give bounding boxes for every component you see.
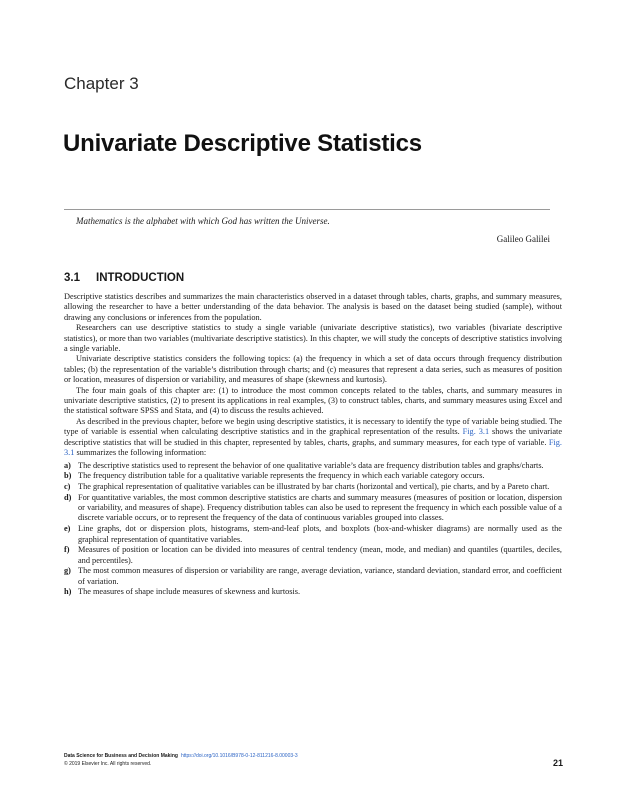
body-text bbox=[64, 292, 562, 598]
epigraph-author: Galileo Galilei bbox=[496, 234, 550, 244]
section-title: INTRODUCTION bbox=[96, 272, 185, 284]
section-number: 3.1 bbox=[64, 272, 80, 284]
chapter-label: Chapter 3 bbox=[64, 74, 139, 93]
list-marker: c) bbox=[64, 481, 71, 491]
footer-book-title: Data Science for Business and Decision Making bbox=[64, 753, 178, 759]
list-marker: f) bbox=[64, 545, 70, 555]
list-marker: d) bbox=[64, 492, 72, 502]
chapter-title: Univariate Descriptive Statistics bbox=[63, 130, 422, 157]
list-item bbox=[64, 471, 562, 481]
list-marker: e) bbox=[64, 524, 71, 534]
figure-reference-link[interactable]: Fig. 3.1 bbox=[64, 437, 562, 458]
paragraph-5-part-1: As described in the previous chapter, before we begin using descriptive statistics, it is necessary to identify the type of variable being studied. The type of variable is essential when calculating descriptive statistics and in the graphical representation of the results. bbox=[64, 416, 562, 437]
list-item-text: The descriptive statistics used to represent the behavior of one qualitative variable’s data are frequency distribution tables and graphs/charts. bbox=[78, 460, 544, 470]
list-marker: g) bbox=[64, 566, 71, 576]
list-item bbox=[64, 545, 562, 566]
paragraph-4: The four main goals of this chapter are: (1) to introduce the most common concepts related to the tables, charts, and summary measures in univariate descriptive statistics, (2) to present its applications in real examples, (3) to construct tables, charts, and summary measures using Excel and the statistical software SPSS and Stata, and (4) to discuss the results achieved. bbox=[64, 385, 562, 416]
list-item-text: The measures of shape include measures of skewness and kurtosis. bbox=[78, 587, 301, 597]
list-item-text: Line graphs, dot or dispersion plots, histograms, stem-and-leaf plots, and boxplots (box-and-whisker diagrams) are normally used as the graphical representation of quantitative variables. bbox=[78, 524, 562, 544]
list-marker: h) bbox=[64, 587, 72, 597]
footer-copyright: © 2019 Elsevier Inc. All rights reserved. bbox=[64, 761, 152, 767]
list-marker: b) bbox=[64, 471, 72, 481]
list-item bbox=[64, 493, 562, 524]
figure-reference-link[interactable]: Fig. 3.1 bbox=[462, 427, 490, 437]
page-number: 21 bbox=[552, 758, 563, 768]
epigraph-quote: Mathematics is the alphabet with which God has written the Universe. bbox=[76, 216, 330, 226]
list-item-text: Measures of position or location can be divided into measures of central tendency (mean, mode, and median) and quantiles (quartiles, deciles, and percentiles). bbox=[78, 545, 562, 565]
list-item-text: The frequency distribution table for a qualitative variable represents the frequency in which each variable category occurs. bbox=[78, 471, 485, 481]
list-item bbox=[64, 587, 562, 597]
footer-doi-link[interactable]: https://doi.org/10.1016/B978-0-12-811216-8.00003-3 bbox=[180, 753, 298, 759]
summary-list bbox=[64, 461, 562, 598]
paragraph-1: Descriptive statistics describes and summarizes the main characteristics observed in a dataset through tables, charts, graphs, and summary measures, allowing the researcher to have a better understanding of the data behavior. The analysis is based on the dataset being studied (sample), without drawing any conclusions or inferences from the population. bbox=[64, 292, 562, 322]
list-marker: a) bbox=[64, 460, 71, 470]
list-item-text: The graphical representation of qualitative variables can be illustrated by bar charts (horizontal and vertical), pie charts, and by a Pareto chart. bbox=[78, 481, 550, 491]
paragraph-3: Univariate descriptive statistics considers the following topics: (a) the frequency in which a set of data occurs through frequency distribution tables; (b) the representation of the variable’s distribution through charts; and (c) measures that represent a data series, such as measures of position or location, measures of dispersion or variability, and measures of shape (skewness and kurtosis). bbox=[64, 354, 562, 385]
paragraph-5 bbox=[64, 417, 562, 459]
section-heading bbox=[64, 272, 184, 284]
list-item bbox=[64, 482, 562, 492]
list-item-text: The most common measures of dispersion or variability are range, average deviation, variance, standard deviation, standard error, and coefficient of variation. bbox=[78, 566, 562, 586]
list-item bbox=[64, 461, 562, 471]
epigraph-divider bbox=[64, 209, 550, 210]
list-item bbox=[64, 524, 562, 545]
paragraph-5-part-3: summarizes the following information: bbox=[74, 448, 207, 458]
footer-citation bbox=[64, 753, 298, 759]
list-item bbox=[64, 566, 562, 587]
paragraph-5-part-2: shows the univariate descriptive statistics that will be studied in this chapter, represented by tables, charts, graphs, and summary measures, for each type of variable. bbox=[64, 427, 562, 447]
list-item-text: For quantitative variables, the most common descriptive statistics are charts and summary measures (measures of position or location, dispersion or variability, and measures of shape). Frequency distribution tables can also be used to represent the frequency in which each possible value of a discrete variable occurs, or to represent the frequency of the data of continuous variables grouped into classes. bbox=[78, 492, 562, 523]
paragraph-2: Researchers can use descriptive statistics to study a single variable (univariate descriptive statistics), two variables (bivariate descriptive statistics), or more than two variables (multivariate descriptive statistics). In this chapter, we will study the concepts of descriptive statistics involving a single variable. bbox=[64, 323, 562, 354]
